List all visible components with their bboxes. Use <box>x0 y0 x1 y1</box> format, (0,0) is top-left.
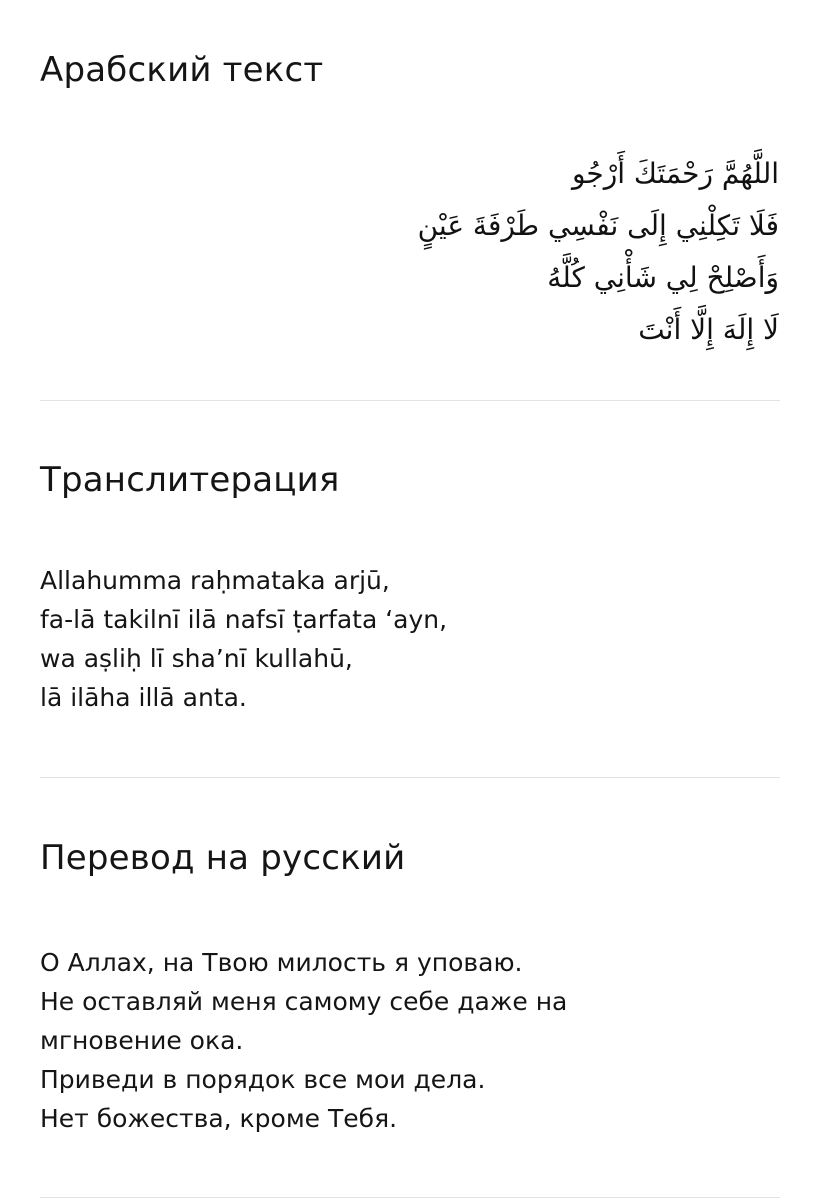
translation-line: мгновение ока. <box>40 1026 244 1055</box>
transliteration-line: fa-lā takilnī ilā nafsī ṭarfata ‘ayn, <box>40 605 448 634</box>
section-divider <box>40 777 780 778</box>
translation-section-title: Перевод на русский <box>40 838 406 878</box>
arabic-line: لَا إِلَهَ إِلَّا أَنْتَ <box>638 313 779 346</box>
arabic-text-block <box>39 148 779 356</box>
arabic-section-title: Арабский текст <box>40 50 324 90</box>
section-divider <box>40 400 780 401</box>
arabic-line: فَلَا تَكِلْنِي إِلَى نَفْسِي طَرْفَةَ عَيْنٍ <box>417 209 779 242</box>
section-divider <box>40 1197 780 1198</box>
transliteration-line: wa aṣliḥ lī sha’nī kullahū, <box>40 644 353 673</box>
transliteration-line: Allahumma raḥmataka arjū, <box>40 566 390 595</box>
transliteration-text-block <box>40 561 780 717</box>
translation-line: Нет божества, кроме Тебя. <box>40 1104 398 1133</box>
translation-text-block <box>40 943 780 1138</box>
transliteration-line: lā ilāha illā anta. <box>40 683 247 712</box>
arabic-line: اللَّهُمَّ رَحْمَتَكَ أَرْجُو <box>571 157 779 190</box>
translation-line: Не оставляй меня самому себе даже на <box>40 987 568 1016</box>
arabic-line: وَأَصْلِحْ لِي شَأْنِي كُلَّهُ <box>547 261 779 294</box>
transliteration-section-title: Транслитерация <box>40 460 340 500</box>
translation-line: О Аллах, на Твою милость я уповаю. <box>40 948 523 977</box>
translation-line: Приведи в порядок все мои дела. <box>40 1065 486 1094</box>
